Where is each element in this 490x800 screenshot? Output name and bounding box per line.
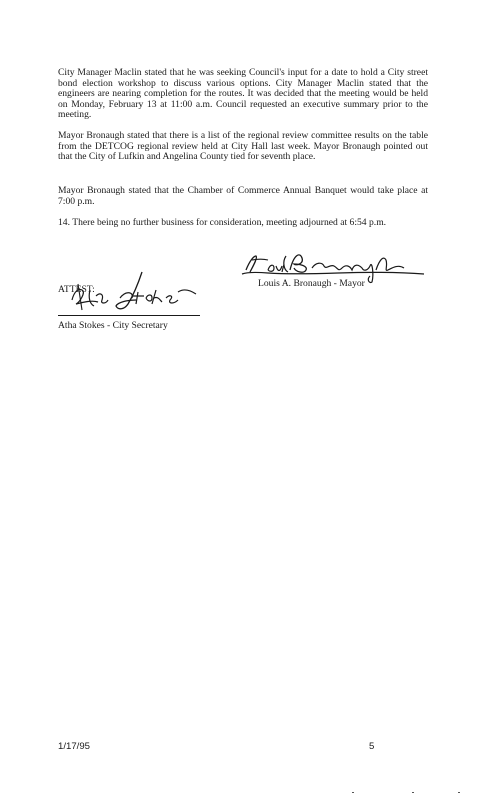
- scan-artifact: [352, 792, 354, 793]
- attest-label: ATTEST:: [58, 284, 95, 295]
- secretary-signature-line: [58, 315, 200, 316]
- footer-page-number: 5: [369, 741, 375, 752]
- scan-artifact: [458, 792, 460, 793]
- scan-artifact: [412, 792, 414, 793]
- paragraph-chamber-banquet: Mayor Bronaugh stated that the Chamber of Commerce Annual Banquet would take place at 7:00 p.m.: [58, 185, 428, 207]
- paragraph-street-bond-workshop: City Manager Maclin stated that he was seeking Council's input for a date to hold a City street bond election workshop to discuss various options. City Manager Maclin stated that the engineers are nearing completion for the routes. It was decided that the meeting would be held on Monday, February 13 at 11:00 a.m. Council requested an executive summary prior to the meeting.: [58, 67, 428, 121]
- footer-date: 1/17/95: [58, 741, 91, 752]
- paragraph-regional-review: Mayor Bronaugh stated that there is a list of the regional review committee results on the table from the DETCOG regional review held at City Hall last week. Mayor Bronaugh pointed out that the City of Lufkin and Angelina County tied for seventh place.: [58, 130, 428, 163]
- mayor-signature-block: [238, 250, 428, 290]
- mayor-name-title: Louis A. Bronaugh - Mayor: [258, 278, 365, 289]
- secretary-signature-image: [62, 270, 202, 316]
- secretary-name-title: Atha Stokes - City Secretary: [58, 320, 168, 331]
- paragraph-adjournment: 14. There being no further business for consideration, meeting adjourned at 6:54 p.m.: [58, 217, 387, 228]
